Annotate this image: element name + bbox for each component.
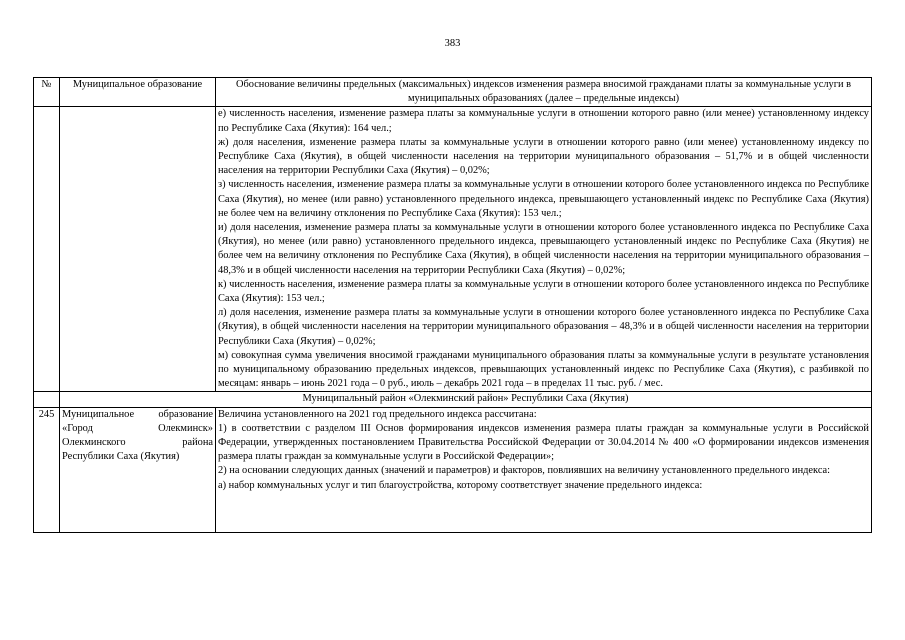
header-number: №: [34, 78, 60, 107]
continuation-number-cell: [34, 107, 60, 392]
paragraph-k: к) численность населения, изменение размера платы за коммунальные услуги в отношении которого более установленного индекса по Республике Саха (Якутия): 153 чел.;: [218, 278, 869, 305]
header-municipality: Муниципальное образование: [60, 78, 216, 107]
row-245-paragraph-a: а) набор коммунальных услуг и тип благоустройства, которому соответствует значение предельного индекса:: [218, 479, 703, 491]
table-header-row: [34, 78, 872, 107]
indices-table: [33, 77, 872, 533]
row-number: 245: [34, 407, 60, 532]
continuation-municipality-cell: [60, 107, 216, 392]
section-number-cell: [34, 392, 60, 407]
section-title: Муниципальный район «Олекминский район» Республики Саха (Якутия): [60, 392, 872, 407]
paragraph-zh: ж) доля населения, изменение размера платы за коммунальные услуги в отношении которого равно (или менее) установленному индексу по Республике Саха (Якутия), в общей численности населения на территории муниципального образования – 51,7% и в общей численности населения на территории Республики Саха (Якутия) – 0,02%;: [218, 136, 869, 177]
paragraph-z: з) численность населения, изменение размера платы за коммунальные услуги в отношении которого более установленного индекса по Республике Саха (Якутия), но менее (или равно) установленного предельного индекса, превышающего установленный индекс по Республике Саха (Якутия) не более чем на величину отклонения по Республике Саха (Якутия): 153 чел.;: [218, 179, 869, 219]
header-justification: Обоснование величины предельных (максимальных) индексов изменения размера вносимой гражданами платы за коммунальные услуги в муниципальных образованиях (далее – предельные индексы): [216, 78, 872, 107]
municipality-name: Муниципальное образование «Город Олекминск» Олекминского района Республики Саха (Якутия): [60, 407, 216, 532]
table-row-continuation: [34, 107, 872, 392]
paragraph-m: м) совокупная сумма увеличения вносимой гражданами муниципального образования платы за коммунальные услуги в результате установления по муниципальному образованию предельных индексов, превышающих установленный индекс по Республике Саха (Якутия), с разбивкой по месяцам: январь – июнь 2021 года – 0 руб., июль – декабрь 2021 года – в пределах 11 тыс. руб. / мес.: [218, 349, 869, 390]
paragraph-i: и) доля населения, изменение размера платы за коммунальные услуги в отношении которого более установленного индекса по Республике Саха (Якутия), но менее (или равно) установленного предельного индекса, превышающего установленный индекс по Республике Саха (Якутия) не более чем на величину отклонения по Республике Саха (Якутия), в общей численности населения на территории муниципального образования – 48,3% и в общей численности населения на территории Республики Саха (Якутия) – 0,02%;: [218, 222, 869, 276]
paragraph-e: е) численность населения, изменение размера платы за коммунальные услуги в отношении которого равно (или менее) установленному индексу по Республике Саха (Якутия): 164 чел.;: [218, 108, 869, 134]
page-number: 383: [444, 38, 461, 49]
row-245-paragraph-intro: Величина установленного на 2021 год предельного индекса рассчитана:: [218, 408, 537, 420]
continuation-text-cell: [216, 107, 872, 392]
row-245-paragraph-1: 1) в соответствии с разделом III Основ формирования индексов изменения размера платы граждан за коммунальные услуги в Российской Федерации, утвержденных постановлением Правительства Российской Федерации от 30.04.2014 № 400 «О формировании индексов изменения размера платы граждан за коммунальные услуги в Российской Федерации»;: [218, 422, 869, 463]
paragraph-l: л) доля населения, изменение размера платы за коммунальные услуги в отношении которого более установленного индекса по Республике Саха (Якутия), в общей численности населения на территории муниципального образования – 48,3% и в общей численности населения на территории Республики Саха (Якутия) – 0,02%;: [218, 307, 869, 347]
row-245-text-cell: [216, 407, 872, 532]
table-row-section: [34, 392, 872, 407]
table-row-245: [34, 407, 872, 532]
row-245-paragraph-2: 2) на основании следующих данных (значений и параметров) и факторов, повлиявших на величину установленного предельного индекса:: [218, 465, 831, 477]
